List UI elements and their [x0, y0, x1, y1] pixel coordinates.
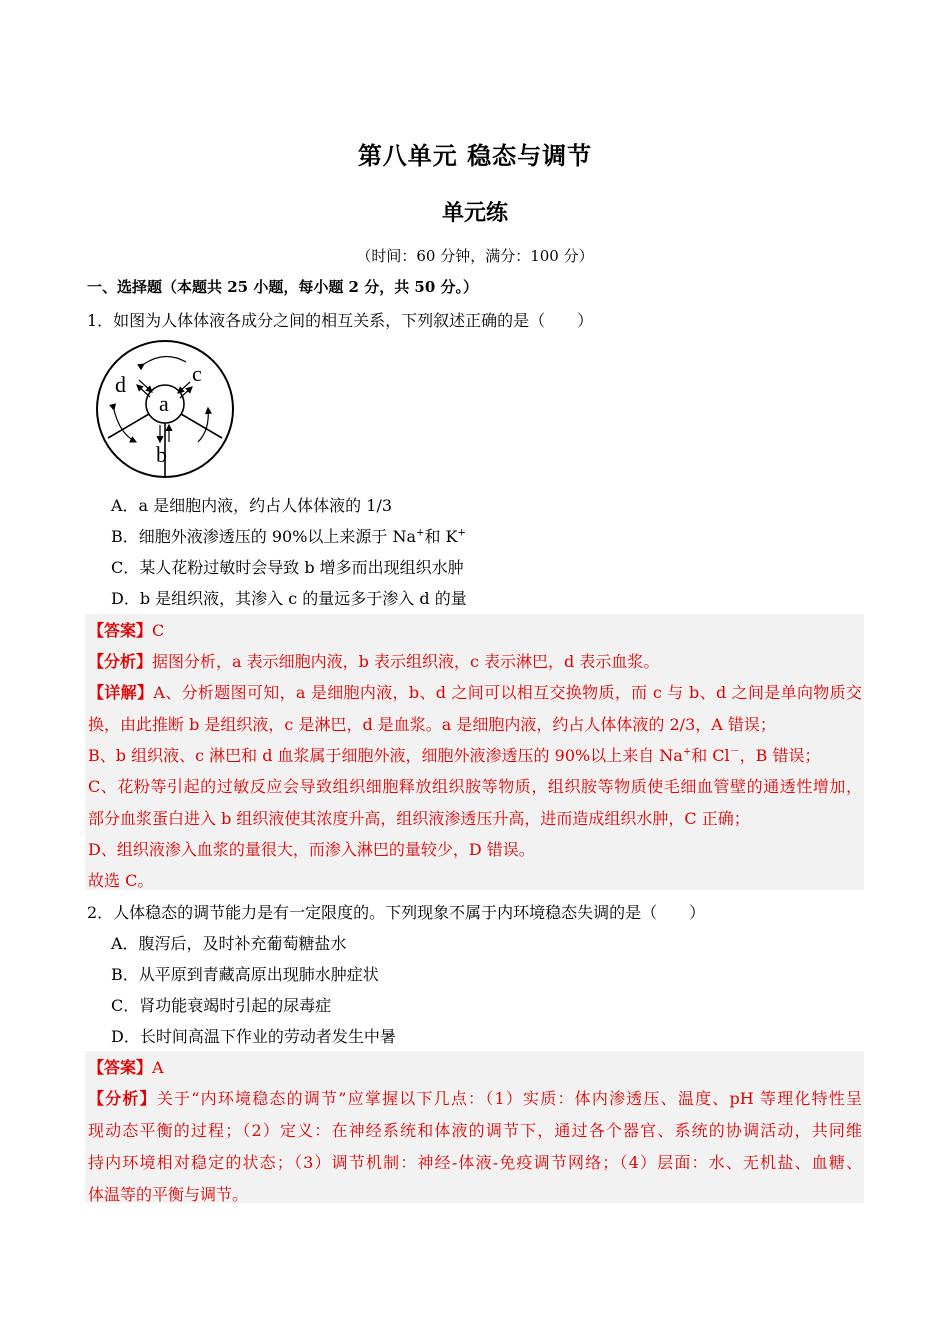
label-b: b	[156, 442, 167, 467]
q1-detail-line-4: C、花粉等引起的过敏反应会导致组织细胞释放组织胺等物质，组织胺等物质使毛细血管壁的通透性增加，	[88, 777, 862, 796]
unit-subtitle: 单元练	[441, 201, 508, 226]
exam-meta: （时间：60 分钟，满分：100 分）	[356, 247, 594, 265]
q1-conclusion: 故选 C。	[88, 871, 154, 890]
q2-analysis-line-1: 【分析】关于“内环境稳态的调节”应掌握以下几点：（1）实质：体内渗透压、温度、pH 等理化特性呈	[88, 1089, 862, 1108]
q2-analysis-line-4: 体温等的平衡与调节。	[88, 1185, 249, 1204]
q1-detail-line-5: 部分血浆蛋白进入 b 组织液使其浓度升高，组织液渗透压升高，进而造成组织水肿，C 正确；	[88, 809, 750, 828]
question-1-stem: 1．如图为人体体液各成分之间的相互关系，下列叙述正确的是（ ）	[87, 311, 594, 330]
q2-answer: 【答案】A	[88, 1058, 164, 1077]
question-2-stem: 2．人体稳态的调节能力是有一定限度的。下列现象不属于内环境稳态失调的是（ ）	[87, 903, 706, 922]
section-heading: 一、选择题（本题共 25 小题，每小题 2 分，共 50 分。）	[87, 278, 479, 296]
label-a: a	[159, 391, 169, 416]
q2-option-b: B．从平原到青藏高原出现肺水肿症状	[111, 965, 379, 984]
q1-analysis: 【分析】据图分析，a 表示细胞内液，b 表示组织液，c 表示淋巴，d 表示血浆。	[88, 652, 660, 671]
q1-detail-line-1: 【详解】A、分析题图可知，a 是细胞内液，b、d 之间可以相互交换物质，而 c 与 b、d 之间是单向物质交	[88, 683, 862, 702]
q2-option-c: C．肾功能衰竭时引起的尿毒症	[111, 996, 332, 1015]
q1-detail-line-3: B、b 组织液、c 淋巴和 d 血浆属于细胞外液，细胞外液渗透压的 90%以上来自 Na+和 Cl－，B 错误；	[88, 746, 821, 765]
body-fluid-diagram	[94, 338, 236, 480]
q1-answer: 【答案】C	[88, 621, 165, 640]
unit-title: 第八单元 稳态与调节	[357, 142, 593, 170]
q2-analysis-line-2: 现动态平衡的过程；（2）定义：在神经系统和体液的调节下，通过各个器官、系统的协调活动，共同维	[88, 1121, 862, 1140]
q1-option-c: C．某人花粉过敏时会导致 b 增多而出现组织水肿	[111, 558, 464, 577]
q1-detail-line-2: 换，由此推断 b 是组织液，c 是淋巴，d 是血浆。a 是细胞内液，约占人体体液的 2/3，A 错误；	[88, 715, 776, 734]
q2-option-a: A．腹泻后，及时补充葡萄糖盐水	[111, 934, 347, 953]
q1-option-a: A．a 是细胞内液，约占人体体液的 1/3	[111, 496, 393, 515]
q1-detail-line-6: D、组织液渗入血浆的量很大，而渗入淋巴的量较少，D 错误。	[88, 840, 535, 859]
label-d: d	[115, 372, 126, 397]
label-c: c	[192, 361, 202, 386]
q1-option-b: B．细胞外液渗透压的 90%以上来源于 Na+和 K+	[111, 527, 466, 546]
q2-analysis-line-3: 持内环境相对稳定的状态；（3）调节机制：神经-体液-免疫调节网络；（4）层面：水、无机盐、血糖、	[88, 1153, 862, 1172]
q1-option-d: D．b 是组织液，其渗入 c 的量远多于渗入 d 的量	[111, 589, 467, 608]
q2-option-d: D．长时间高温下作业的劳动者发生中暑	[111, 1027, 396, 1046]
